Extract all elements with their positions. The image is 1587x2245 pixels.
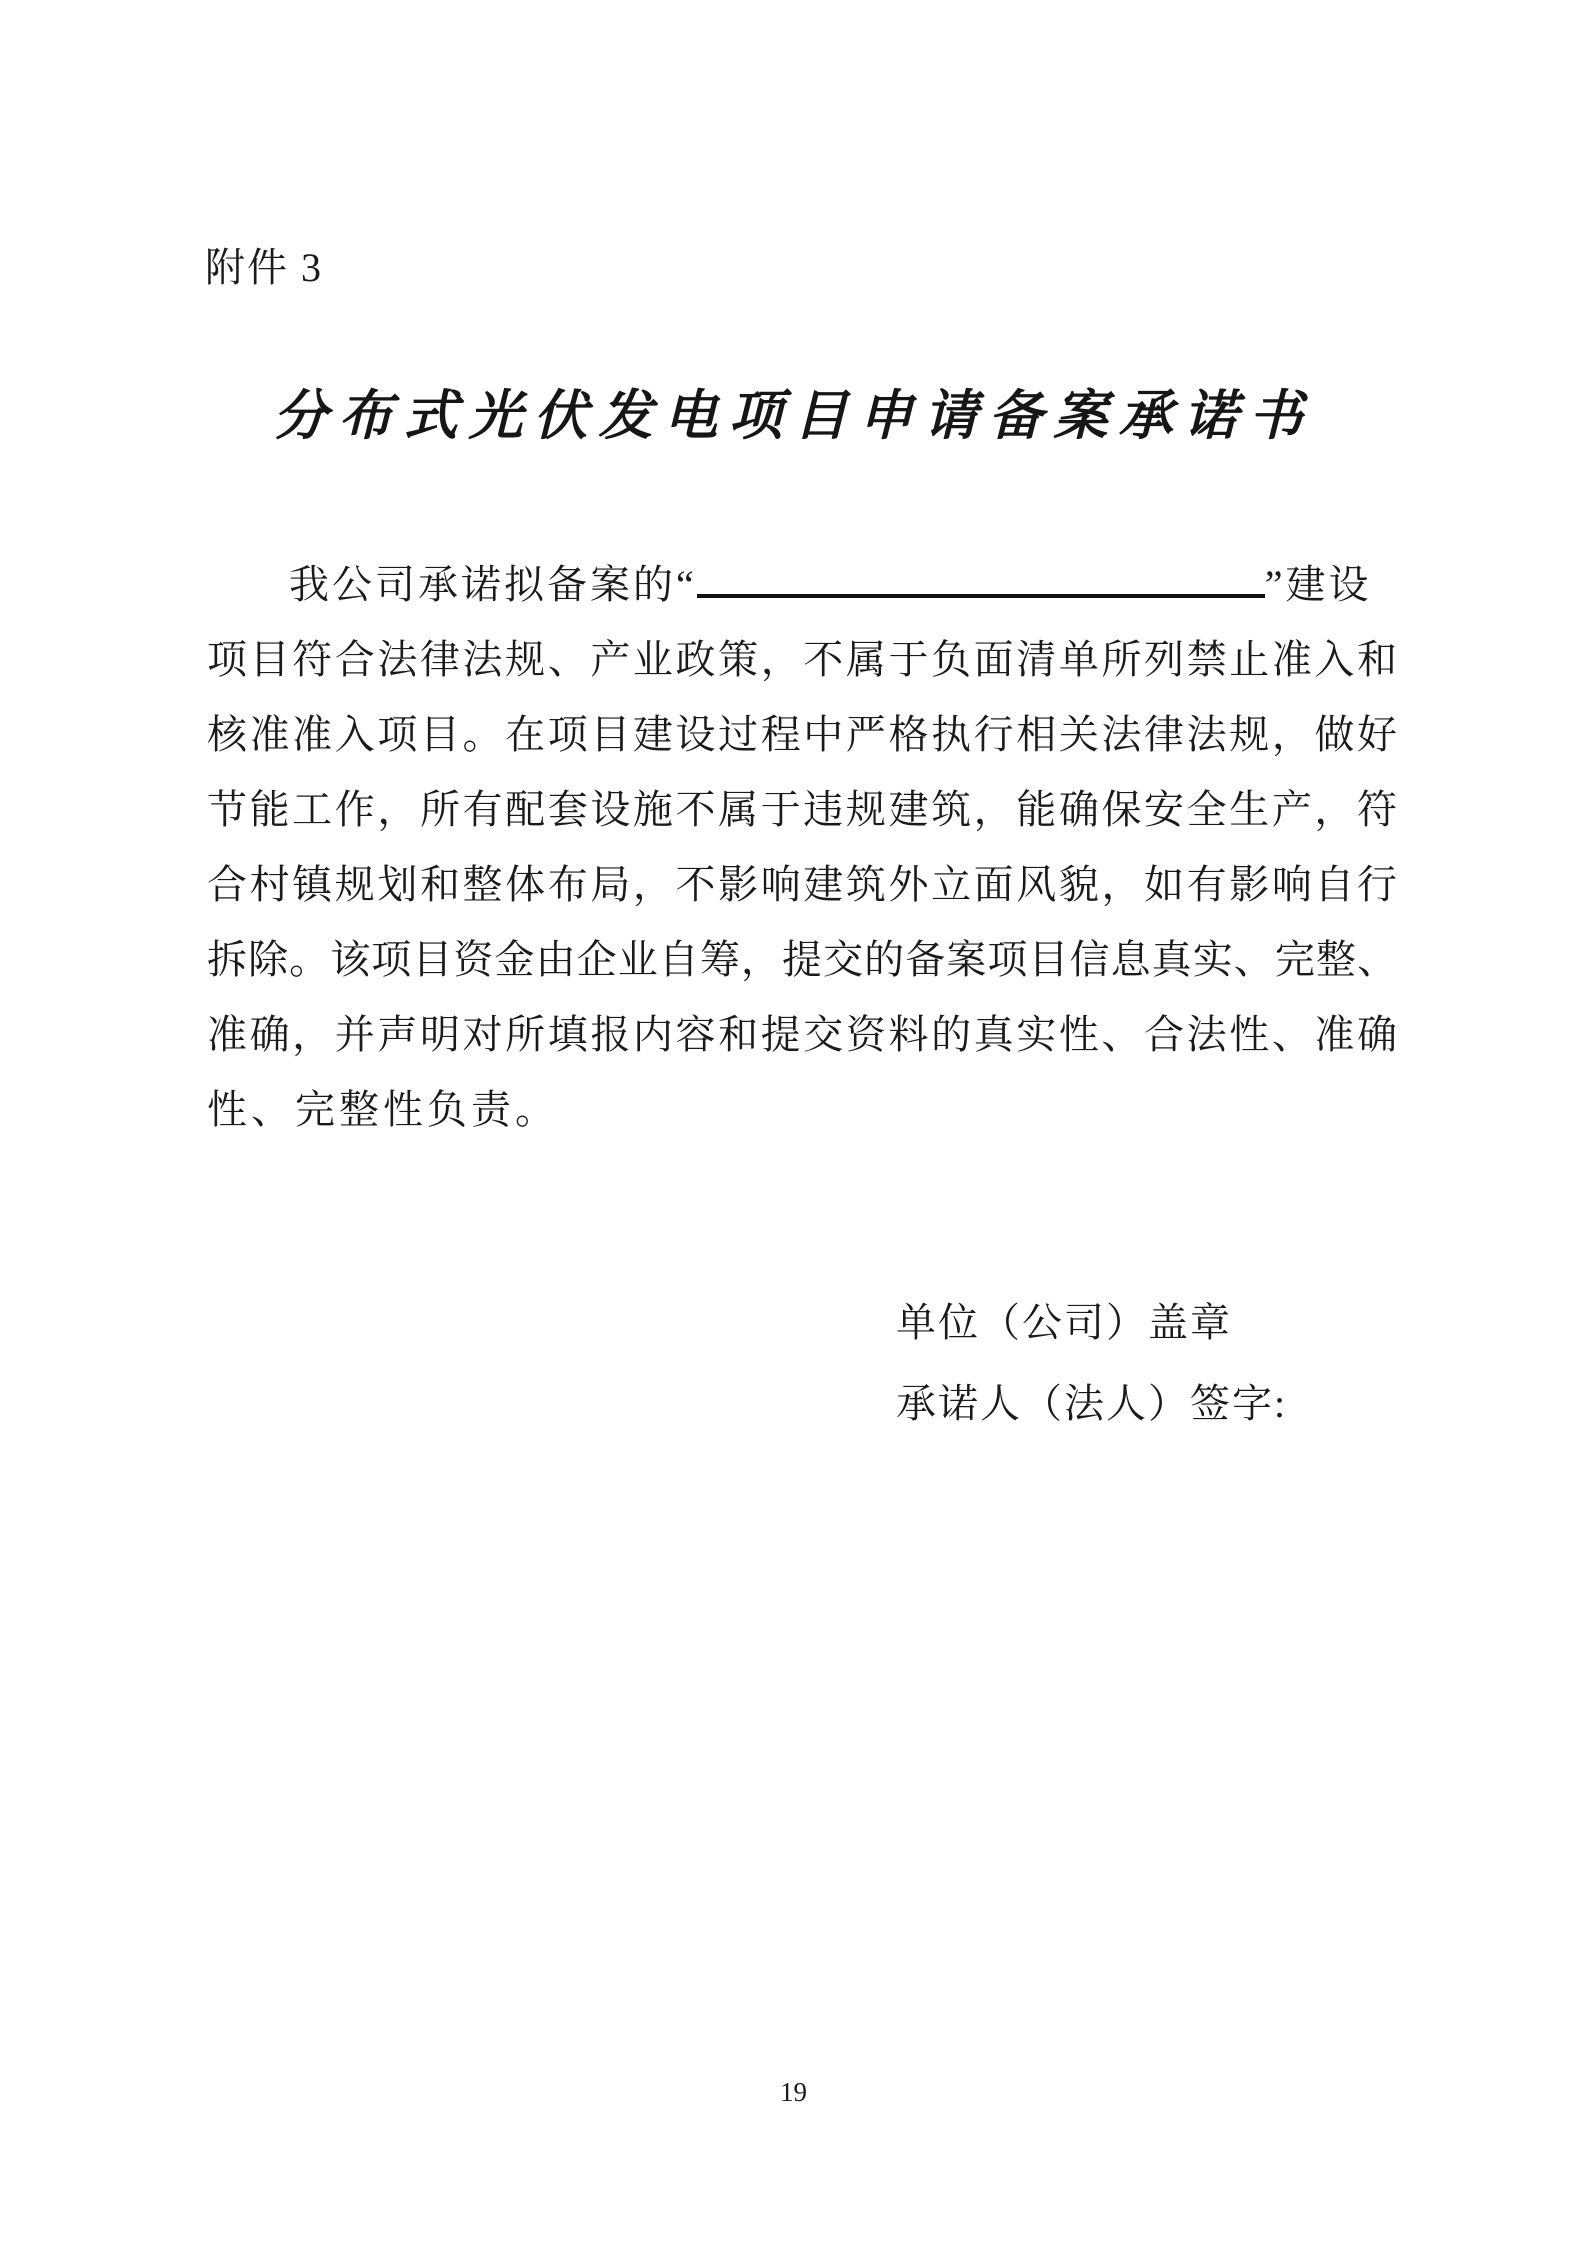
company-seal-line: 单位（公司）盖章 bbox=[896, 1300, 1232, 1345]
body-line-2: 项目符合法律法规、产业政策，不属于负面清单所列禁止准入和 bbox=[207, 637, 1397, 682]
body-line-4: 节能工作，所有配套设施不属于违规建筑，能确保安全生产，符 bbox=[207, 787, 1397, 832]
page-number: 19 bbox=[780, 2077, 807, 2107]
body-line-6: 拆除。该项目资金由企业自筹，提交的备案项目信息真实、完整、 bbox=[207, 937, 1397, 982]
line1-prefix-text: 我公司承诺拟备案的“ bbox=[289, 562, 697, 607]
body-line-5: 合村镇规划和整体布局，不影响建筑外立面风貌，如有影响自行 bbox=[207, 862, 1397, 907]
body-line-3: 核准准入项目。在项目建设过程中严格执行相关法律法规，做好 bbox=[207, 712, 1397, 757]
document-title: 分布式光伏发电项目申请备案承诺书 bbox=[273, 386, 1314, 446]
legal-person-sign-line: 承诺人（法人）签字: bbox=[896, 1381, 1288, 1426]
signature-block bbox=[896, 1282, 1287, 1444]
line1-suffix-text: ”建设 bbox=[1264, 562, 1372, 607]
body-line-1 bbox=[207, 547, 1397, 622]
fill-in-blank-underline bbox=[697, 554, 1265, 598]
body-line-7: 准确，并声明对所填报内容和提交资料的真实性、合法性、准确 bbox=[207, 1012, 1397, 1057]
commitment-paragraph bbox=[207, 547, 1397, 1147]
attachment-label: 附件 3 bbox=[205, 245, 323, 290]
body-line-8: 性、完整性负责。 bbox=[207, 1087, 559, 1132]
